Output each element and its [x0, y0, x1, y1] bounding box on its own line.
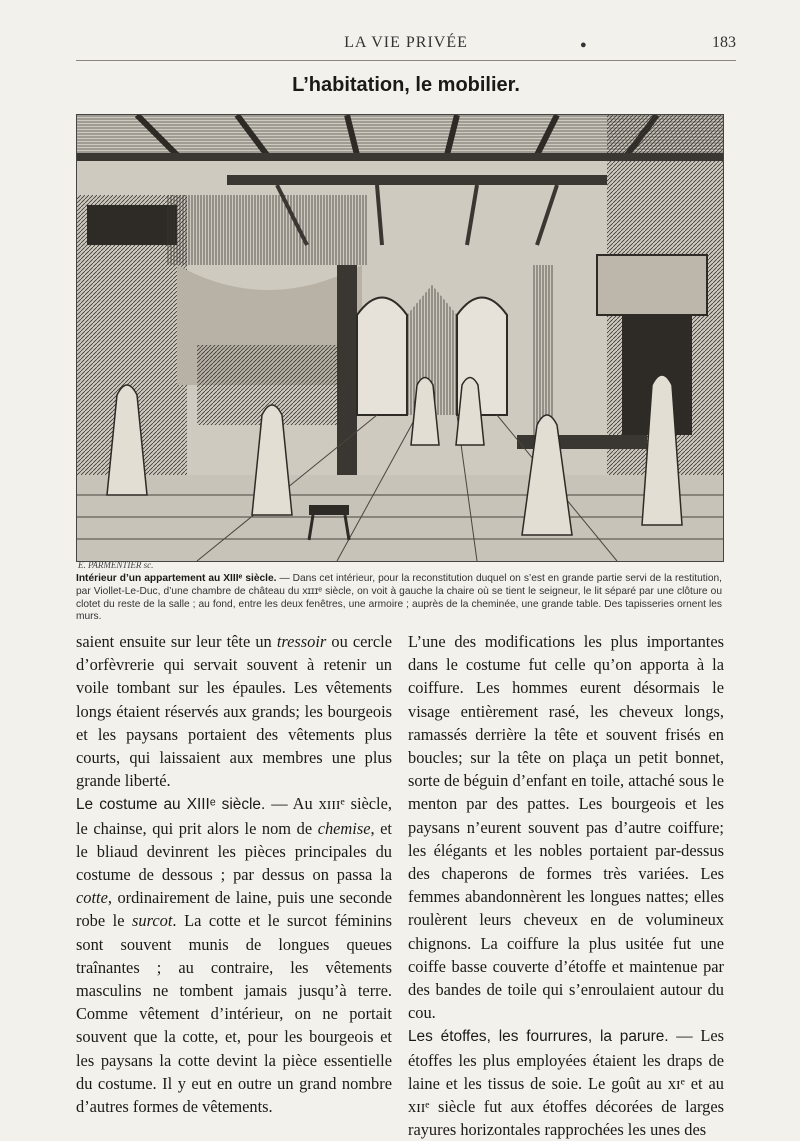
run-in-heading: Le costume au XIIIᵉ siècle. [76, 796, 266, 814]
run-in-heading: Les étoffes, les fourrures, la parure. [408, 1028, 669, 1046]
italic-term: cotte [76, 888, 108, 908]
engraving-drawing [77, 115, 723, 561]
running-header [76, 34, 736, 58]
italic-term: tressoir [276, 632, 327, 651]
section-heading: L’habitation, le mobilier. [292, 74, 520, 96]
text-run: — Les étoffes les plus employées étaient les draps de laine et les tissus de soie. Le goût au xɪᵉ et au xɪɪᵉ siècle fut aux étoffes décorées de larges rayures horizontales rapprochées les unes des [408, 1026, 724, 1140]
text-run: — Au xɪɪɪᵉ siècle, le chainse, qui prit alors le nom de [76, 794, 392, 838]
paragraph [76, 792, 392, 1118]
italic-term: surcot [132, 911, 173, 931]
text-run: . La cotte et le surcot féminins sont souvent munis de longues queues traînantes ; au contraire, les vêtements masculins ne tombent jamais jusqu’à terre. Comme vêtement d’intérieur, on ne portait souvent que la cotte, et, pour les bourgeois et les paysans la cotte devint la pièce essentielle du costume. Il y eut en outre un grand nombre d’autres formes de vêtements. [76, 911, 392, 1117]
bullet-mark: ● [580, 39, 587, 51]
caption-title: Intérieur d’un appartement au XIIIᵉ siècle. [76, 573, 277, 584]
text-run: , ordinairement de laine, puis une seconde robe le [76, 888, 392, 931]
paragraph [408, 1024, 724, 1141]
running-title: LA VIE PRIVÉE [344, 34, 468, 51]
text-column-right [408, 630, 724, 1141]
paragraph [76, 630, 392, 792]
text-column-left [76, 630, 392, 1118]
caption-text: — Dans cet intérieur, pour la reconstitution duquel on s’est en grande partie servi de la restitution, par Viollet-Le-Duc, d’une chambre de château du xɪɪɪᵉ siècle, on voit à gauche la chaire où se tient le seigneur, le lit séparé par une clôture ou clotet du reste de la salle ; au fond, entre les deux fenêtres, une armoire ; auprès de la cheminée, une grande table. Des tapisseries ornent les murs. [76, 573, 722, 623]
engraver-signature: E. PARMENTIER sc. [78, 560, 154, 570]
engraving-illustration [76, 114, 724, 562]
figure-caption [76, 573, 722, 624]
page-number: 183 [712, 34, 736, 51]
text-run: saient ensuite sur leur tête un [76, 632, 277, 651]
paragraph: L’une des modifications les plus importantes dans le costume fut celle qu’on apporta à la coiffure. Les hommes eurent désormais le visage entièrement rasé, les cheveux longs, ramassés derrière la tête et souvent frisés en boucles; sur la tête on plaça un petit bonnet, sorte de béguin d’enfant en toile, attaché sous le menton par des pattes. Les bourgeois et les paysans n’eurent souvent pas d’autre coiffure; les élégants et les nobles portaient par-dessus des chaperons de formes très variées. Les femmes abandonnèrent les longues nattes; elles roulèrent leurs cheveux en de volumineux chignons. La coiffure la plus usitée fut une coiffe basse couverte d’étoffe et maintenue par des bandes de toile qui s’enroulaient autour du cou. [408, 632, 724, 1023]
header-rule [76, 60, 736, 61]
text-run: , et le bliaud devinrent les pièces principales du costume de dessous ; par dessus on passa la [76, 818, 392, 885]
italic-term: chemise [317, 818, 371, 838]
text-run: ou cercle d’orfèvrerie qui servait souvent à retenir un voile tombant sur les épaules. Les vêtements longs étaient réservés aux grands; les bourgeois et les paysans portaient des vêtements plus courts, qui laissaient aux membres une plus grande liberté. [76, 632, 392, 791]
